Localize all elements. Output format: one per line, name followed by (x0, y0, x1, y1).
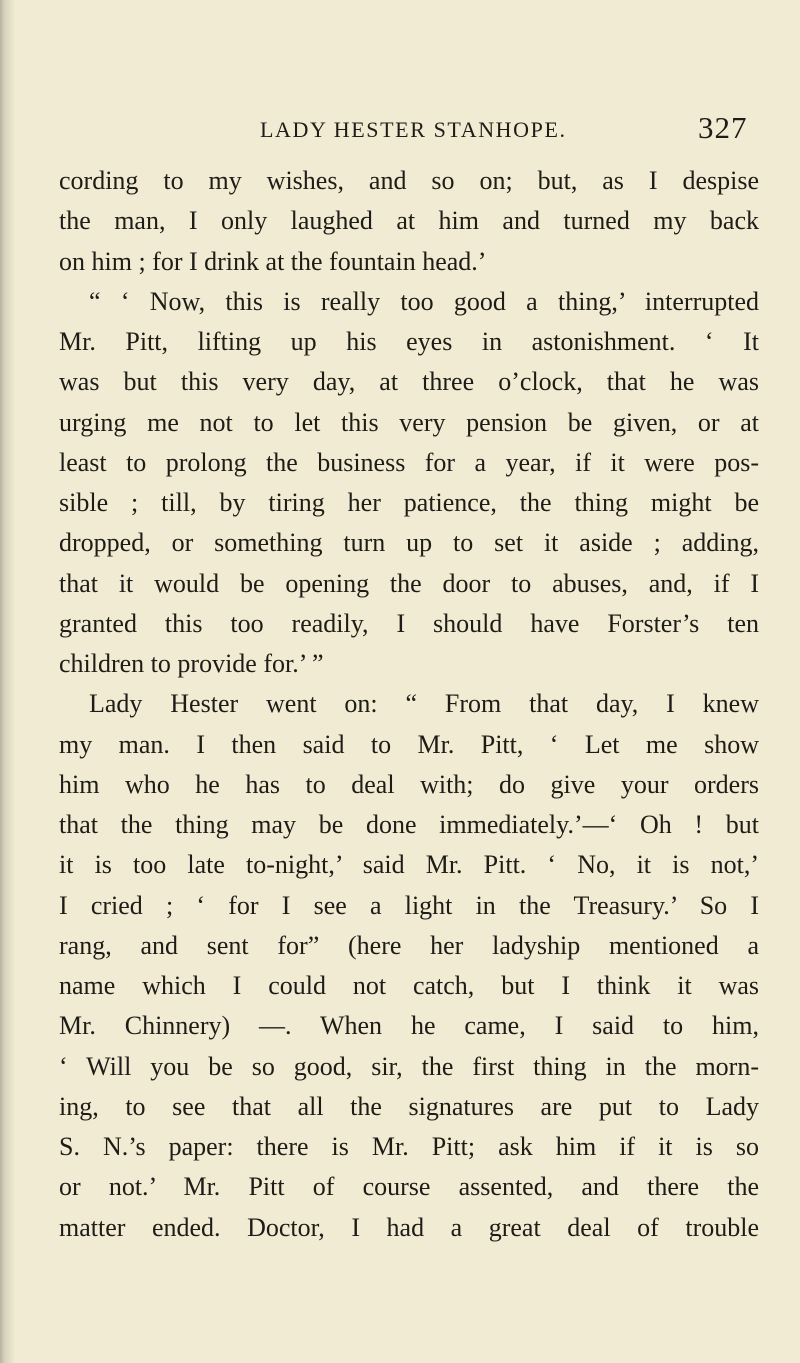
text-line: Lady Hester went on: “ From that day, I knew (89, 689, 759, 719)
text-line: him who he has to deal with; do give your orders (59, 769, 759, 799)
text-line: Mr. Pitt, lifting up his eyes in astonishment. ‘ It (59, 327, 759, 356)
text-line: children to provide for.’ ” (59, 649, 324, 678)
text-line: sible ; till, by tiring her patience, the thing might be (59, 488, 759, 517)
text-line: the man, I only laughed at him and turned my back (59, 206, 759, 236)
text-line: “ ‘ Now, this is really too good a thing,’ interrupted (89, 286, 759, 316)
text-line: rang, and sent for” (here her ladyship mentioned a (59, 930, 759, 960)
text-line: that it would be opening the door to abuses, and, if I (59, 568, 759, 598)
text-line: dropped, or something turn up to set it aside ; adding, (59, 528, 759, 558)
text-line: ing, to see that all the signatures are put to Lady (59, 1091, 759, 1121)
text-line: on him ; for I drink at the fountain head.’ (59, 246, 487, 276)
text-line: granted this too readily, I should have Forster’s ten (59, 608, 759, 638)
text-line: was but this very day, at three o’clock, that he was (59, 367, 759, 397)
text-line: that the thing may be done immediately.’—‘ Oh ! but (59, 810, 759, 839)
text-line: my man. I then said to Mr. Pitt, ‘ Let me show (59, 729, 759, 759)
page-binding-edge (0, 0, 14, 1363)
running-header (0, 110, 800, 145)
page-number: 327 (698, 110, 748, 145)
text-line: I cried ; ‘ for I see a light in the Treasury.’ So I (59, 890, 759, 920)
text-line: or not.’ Mr. Pitt of course assented, and there the (59, 1172, 759, 1202)
text-line: matter ended. Doctor, I had a great deal of trouble (59, 1212, 759, 1242)
text-line: it is too late to-night,’ said Mr. Pitt. ‘ No, it is not,’ (59, 850, 759, 880)
body-text (59, 161, 759, 1248)
text-line: ‘ Will you be so good, sir, the first thing in the morn- (59, 1051, 759, 1081)
text-line: name which I could not catch, but I think it was (59, 971, 759, 1000)
text-line: cording to my wishes, and so on; but, as I despise (59, 166, 759, 195)
text-line: urging me not to let this very pension be given, or at (59, 407, 759, 437)
text-line: Mr. Chinnery) —. When he came, I said to him, (59, 1011, 759, 1041)
text-line: S. N.’s paper: there is Mr. Pitt; ask him if it is so (59, 1132, 759, 1161)
running-title: LADY HESTER STANHOPE. (260, 117, 567, 142)
text-line: least to prolong the business for a year, if it were pos- (59, 447, 759, 477)
